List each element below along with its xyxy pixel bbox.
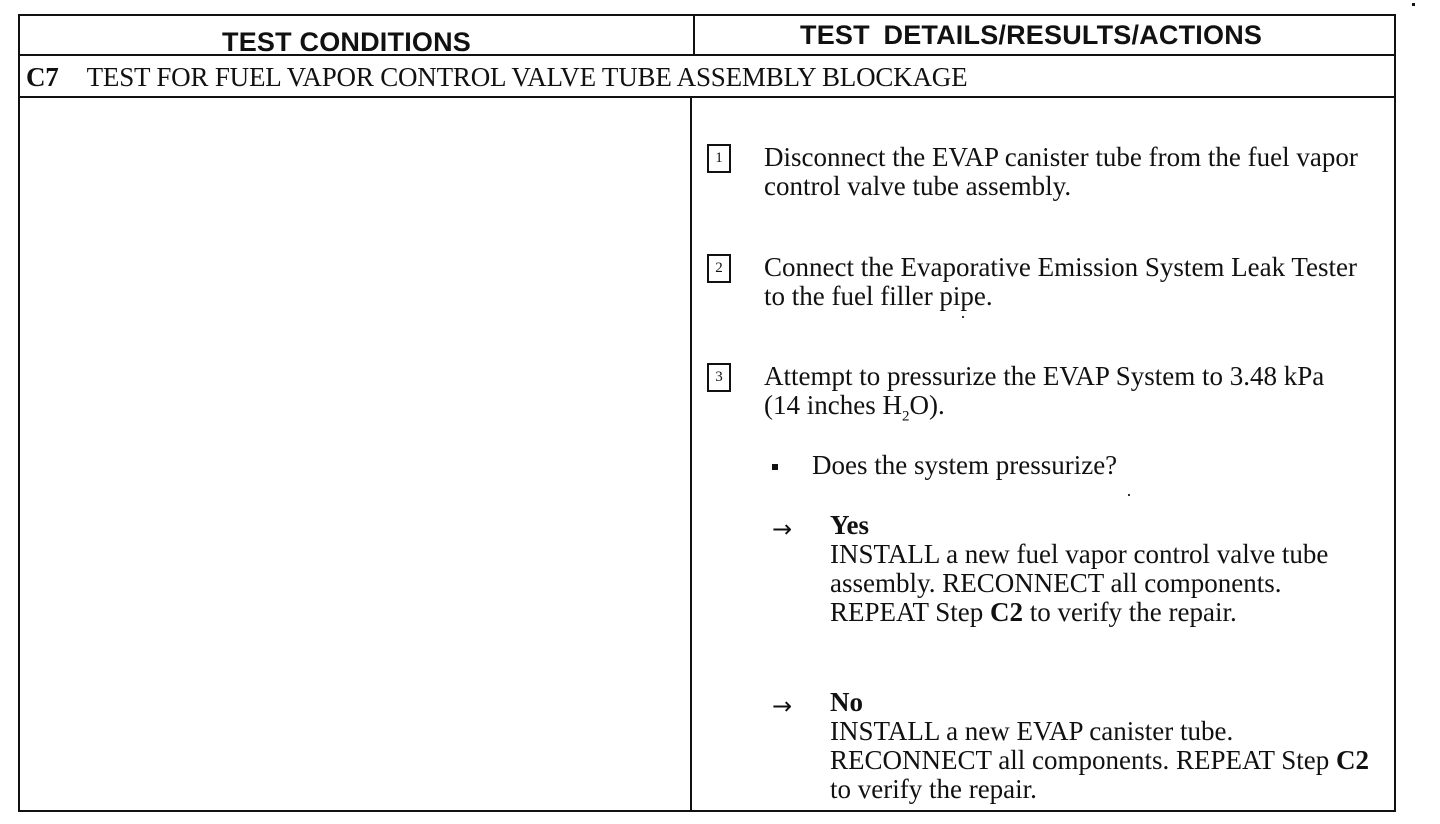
answer-text: INSTALL a new fuel vapor control valve tube assembly. RECONNECT all components. REPEAT Step (830, 539, 1329, 627)
step-number-box: 2 (707, 254, 731, 283)
step-number-box: 1 (707, 144, 731, 173)
arrow-right-icon: → (772, 515, 793, 543)
scan-speck (962, 316, 964, 318)
question-text: Does the system pressurize? (812, 450, 1118, 480)
answer-text: INSTALL a new EVAP canister tube. RECONNECT all components. REPEAT Step (830, 716, 1336, 775)
scan-mark (1412, 3, 1415, 6)
header-test-conditions: TEST CONDITIONS (222, 27, 472, 57)
answer-yes (830, 511, 1385, 627)
section-title (26, 62, 967, 93)
step-text (764, 362, 1354, 431)
step-text: Disconnect the EVAP canister tube from the fuel vapor control valve tube assembly. (764, 142, 1358, 201)
step-text: Connect the Evaporative Emission System Leak Tester to the fuel filler pipe. (764, 252, 1357, 311)
step-reference: C2 (1336, 745, 1369, 775)
answer-no (830, 688, 1385, 804)
subscript: 2 (901, 408, 910, 425)
arrow-right-icon: → (772, 692, 793, 720)
header-divider (693, 14, 695, 56)
section-title-text: TEST FOR FUEL VAPOR CONTROL VALVE TUBE ASSEMBLY BLOCKAGE (86, 62, 968, 92)
step-text-part: Attempt to pressurize the EVAP System to 3.48 kPa (14 inches H (764, 361, 1325, 420)
step-reference: C2 (990, 597, 1024, 627)
step-number-box: 3 (707, 363, 731, 392)
scan-speck (1128, 494, 1130, 496)
section-rule (18, 96, 1396, 98)
bullet-icon (772, 464, 778, 470)
section-code: C7 (26, 62, 59, 92)
step-text-part: O). (909, 390, 945, 420)
answer-label: Yes (830, 510, 869, 540)
answer-label: No (830, 687, 863, 717)
answer-text: to verify the repair. (830, 774, 1037, 804)
answer-text: to verify the repair. (1023, 597, 1237, 627)
header-test-details: TEST DETAILS/RESULTS/ACTIONS (800, 20, 1263, 50)
column-divider (690, 96, 692, 812)
